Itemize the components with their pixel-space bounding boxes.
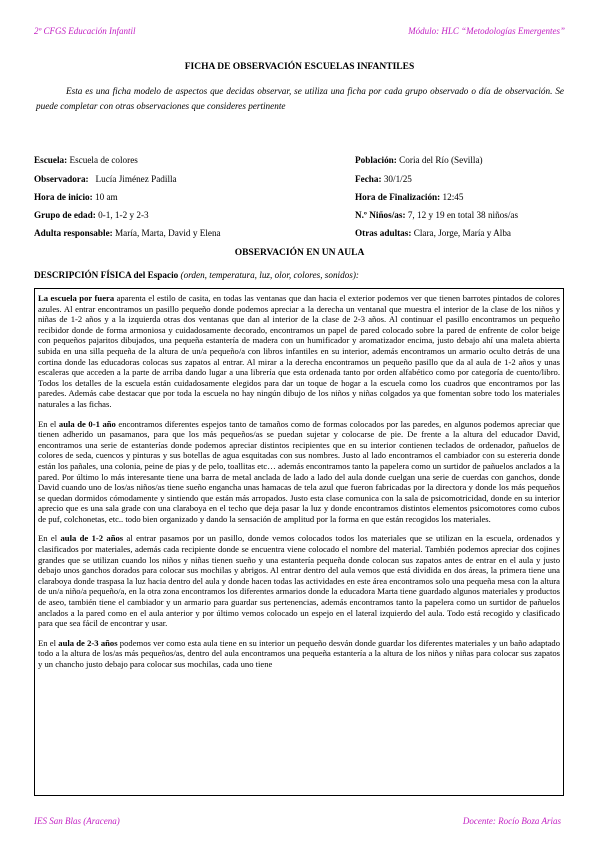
observation-box (34, 288, 564, 796)
paragraph-aula-0-1-text: encontramos diferentes espejos tanto de tamaños como de formas colocados por las paredes, en algunos podemos apreciar que tienen adherido un pasamanos, para que los más pequeños/as se puedan sujetar y colocarse de pie. De frente a la altura del educador David, encontramos una serie de estanterías donde podemos apreciar distintos recipientes que en su interior contienen teclados de ordenador, pañuelos de colores de seda, cuencos y pinturas y sus botellas de agua esquitadas con sus nombres. Justo al lado encontramos el cambiador con su estereria donde están los pañales, una colonia, peine de pias y de pelo, toallitas etc… además encontramos tanto la papelera como un surtidor de pañuelos anclados a la pared. Por último lo más interesante tiene una barra de metal anclada de lado a lado del aula donde cuelgan una serie de cuerdas con ganchos, donde David cuando uno de los/as niños/as tiene sueño engancha unas hamacas de tela azul que fueron fabricadas por la directora y donde los más pequeños se quedan dormidos cómodamente y sintiendo que están más arropados. Justo esta clase comunica con la sala de psicomotricidad, donde en su interior aprecio que es una sala grade con una claraboya en el techo que deja pasar la luz y donde encontramos distintos elementos psicomotores como cubos de puf, colchonetas, etc.. todo bien organizado y dando la sensación de amplitud por la forma en que están recogidos los materiales. (38, 418, 560, 524)
paragraph-aula-2-3 (38, 638, 560, 670)
description-heading (34, 270, 359, 280)
age-group-label: Grupo de edad: (34, 210, 96, 220)
section-title: OBSERVACIÓN EN UN AULA (234, 248, 365, 258)
children-count-field (355, 210, 518, 220)
end-time-label: Hora de Finalización: (355, 192, 441, 202)
start-time-value: 10 am (95, 192, 118, 202)
responsible-adult-value: María, Marta, David y Elena (115, 228, 221, 238)
responsible-adult-field (34, 228, 221, 238)
date-value: 30/1/25 (383, 174, 412, 184)
start-time-field (34, 192, 118, 202)
other-adults-value: Clara, Jorge, María y Alba (413, 228, 511, 238)
age-group-value: 0-1, 1-2 y 2-3 (98, 210, 149, 220)
observer-label: Observadora: (34, 174, 89, 184)
paragraph-aula-2-3-heading: aula de 2-3 años (58, 637, 118, 648)
paragraph-aula-1-2 (38, 533, 560, 628)
description-label: DESCRIPCIÓN FÍSICA del Espacio (34, 270, 179, 280)
observer-value: Lucía Jiménez Padilla (95, 174, 177, 184)
paragraph-aula-2-3-pre: En el (38, 637, 59, 648)
paragraph-exterior-text: aparenta el estilo de casita, en todas las ventanas que dan hacia el exterior podemos ver que tienen barrotes pintados de colores azules. Al entrar encontramos un pasillo pequeño donde podemos apreciar a la derecha un ventanal que muestra el interior de la clase de los niños y niñas de 1-2 años y a la izquierda otras dos ventanas que dan al interior de la clase de 2-3 años. Al continuar el pasillo encontramos un pequeño recibidor donde de forma armoniosa y cuidadosamente decorado, encontramos un papel de pared colocado sobre la pared de enfrente de color beige con pequeños pajaritos dibujados, una pequeña estantería de madera con un humificador y aromatizador encima, justo debajo ahí una maleta abierta subida en una silla pequeña de la altura de un/a pequeño/a con libros infantiles en su interior, además encontramos un armario oculto detrás de una cortina donde las educadoras colocas sus zapatos al entrar. Al mirar a la derecha encontramos un pequeño pasillo que da al aula de 1-2 años y unas escaleras que acceden a la parte de arriba dando lugar a una librería que esta ordenada tanto por orden alfabético como por categoría de cuento/libro. Todos los detalles de la escuela están cuidadosamente elegidos para dar un toque de hogar a la escuela como los cuadros que encontramos por las paredes. Además cabe destacar que por toda la escuela no hay ningún dibujo de los niños y niñas colgados ya que fomentan sobre todo los materiales naturales a las fichas. (38, 293, 561, 409)
start-time-label: Hora de inicio: (34, 192, 93, 202)
other-adults-label: Otras adultas: (355, 228, 412, 238)
paragraph-aula-2-3-text: podemos ver como esta aula tiene en su interior un pequeño desván donde guardar los diferentes materiales y un baño adaptado todo a la altura de los/as más pequeños/as, dentro del aula encontramos una pequeña estantería a la altura de los niños y niñas para colocar sus zapatos y un chancho justo debajo para colocar sus mochilas, cada uno tiene (38, 637, 560, 669)
school-label: Escuela: (34, 155, 68, 165)
age-group-field (34, 210, 149, 220)
footer-right: Docente: Rocío Boza Arias (462, 816, 561, 826)
paragraph-aula-0-1 (38, 419, 560, 525)
paragraph-aula-1-2-heading: aula de 1-2 años (60, 533, 124, 544)
children-count-label: N.º Niños/as: (355, 210, 406, 220)
header-right: Módulo: HLC “Metodologías Emergentes” (408, 26, 565, 36)
paragraph-aula-0-1-pre: En el (38, 418, 59, 429)
description-hint: (orden, temperatura, luz, olor, colores, sonidos): (180, 270, 359, 280)
school-field (34, 155, 138, 165)
town-label: Población: (355, 155, 397, 165)
paragraph-aula-1-2-pre: En el (38, 533, 61, 544)
paragraph-aula-1-2-text: al entrar pasamos por un pasillo, donde vemos colocados todos los materiales que se utilizan en la escuela, ordenados y clasificados por materiales, además cada recipiente donde se encuentra viene colocado el nombre del material. También podemos apreciar dos cojines grandes que se utilizan cuando los niños y niñas tienen sueño y una estantería pequeña donde colocan sus zapatos antes de entrar en el aula y justo debajo unos ganchos dorados para colocar sus mochilas y abrigos. Al entrar dentro del aula vemos que está dividida en dos áreas, la primera tiene una claraboya donde traspasa la luz hacia dentro del aula y donde hacen todas las actividades en este área encontramos solo una pequeña mesa con la altura de un/a niño/a pequeño/a, en la otra zona encontramos los diferentes armarios donde la educadora Marta tiene guardado algunos materiales y productos de aseo, también tiene el cambiador y un armario para guardar sus pertenencias, además encontramos tanto la papelera como un surtidor de pañuelos anclados a la pared como en el aula anterior y por último vemos colocado un espejo en el lateral izquierdo del aula. Todo está recogido y clasificado para que sea fácil de encontrar y usar. (38, 533, 561, 629)
footer-left: IES San Blas (Aracena) (34, 816, 120, 826)
town-field (355, 155, 483, 165)
date-field (355, 174, 412, 184)
school-value: Escuela de colores (69, 155, 138, 165)
document-title: FICHA DE OBSERVACIÓN ESCUELAS INFANTILES (184, 62, 415, 72)
children-count-value: 7, 12 y 19 en total 38 niños/as (407, 210, 519, 220)
observer-field (34, 174, 177, 184)
header-left: 2º CFGS Educación Infantil (34, 26, 136, 36)
responsible-adult-label: Adulta responsable: (34, 228, 113, 238)
paragraph-exterior (38, 293, 560, 410)
paragraph-exterior-heading: La escuela por fuera (38, 293, 115, 303)
date-label: Fecha: (355, 174, 382, 184)
end-time-value: 12:45 (442, 192, 464, 202)
end-time-field (355, 192, 463, 202)
town-value: Coria del Río (Sevilla) (399, 155, 483, 165)
paragraph-aula-0-1-heading: aula de 0-1 año (58, 418, 116, 429)
other-adults-field (355, 228, 511, 238)
intro-text: Esta es una ficha modelo de aspectos que decidas observar, se utiliza una ficha por cada grupo observado o día de observación. Se puede completar con otras observaciones que consideres pertinente (36, 86, 564, 111)
